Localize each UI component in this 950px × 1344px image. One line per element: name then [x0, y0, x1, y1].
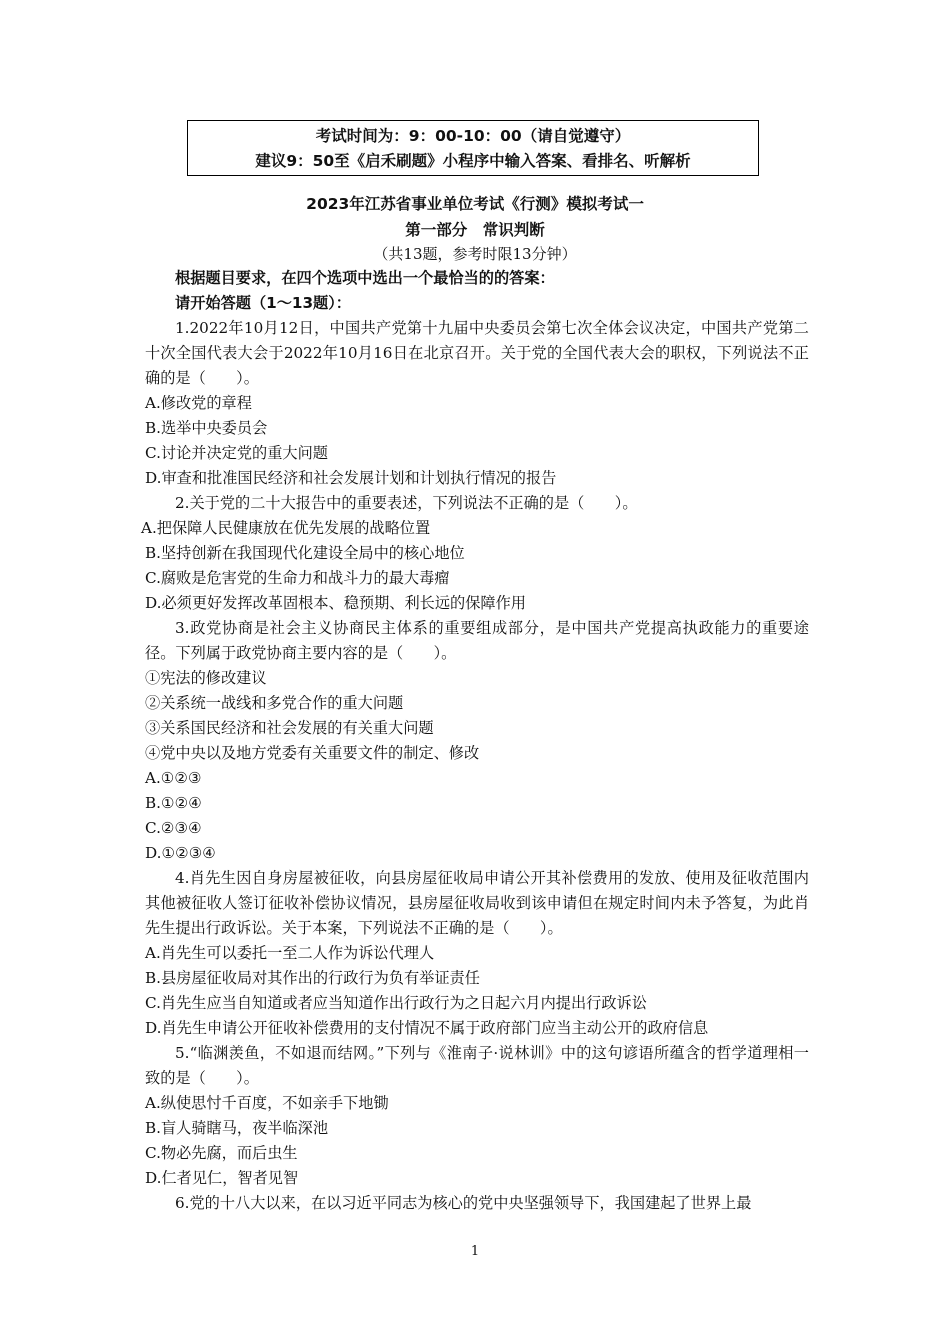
question-6-stem: 6.党的十八大以来，在以习近平同志为核心的党中央坚强领导下，我国建起了世界上最 — [175, 1194, 752, 1212]
question-1-option-b: B.选举中央委员会 — [145, 419, 268, 437]
question-3-item-3: ③关系国民经济和社会发展的有关重大问题 — [145, 719, 434, 737]
question-5-option-a: A.纵使思忖千百度，不如亲手下地锄 — [145, 1094, 389, 1112]
question-2-option-d: D.必须更好发挥改革固根本、稳预期、利长远的保障作用 — [145, 594, 526, 612]
question-1-stem: 1.2022年10月12日，中国共产党第十九届中央委员会第七次全体会议决定，中国共产党第二十次全国代表大会于2022年10月16日在北京召开。关于党的全国代表大会的职权，下列说法不正确的是（ ）。 — [145, 319, 809, 387]
question-3-option-d: D.①②③④ — [145, 844, 216, 862]
question-4-option-a: A.肖先生可以委托一至二人作为诉讼代理人 — [145, 944, 435, 962]
exam-title: 2023年江苏省事业单位考试《行测》模拟考试一 — [306, 195, 644, 213]
time-limit-note: （共13题，参考时限13分钟） — [373, 245, 577, 263]
part-heading: 第一部分 常识判断 — [405, 221, 545, 239]
exam-time-notice: 考试时间为：9：00-10：00（请自觉遵守） — [315, 127, 631, 145]
exam-notice-box — [187, 120, 759, 176]
question-5-stem: 5.“临渊羡鱼，不如退而结网。”下列与《淮南子·说林训》中的这句谚语所蕴含的哲学道理相一致的是（ ）。 — [145, 1044, 809, 1087]
question-4-stem: 4.肖先生因自身房屋被征收，向县房屋征收局申请公开其补偿费用的发放、使用及征收范围内其他被征收人签订征收补偿协议情况，县房屋征收局收到该申请但在规定时间内未予答复，为此肖先生提出行政诉讼。关于本案，下列说法不正确的是（ ）。 — [145, 869, 809, 937]
question-5-option-b: B.盲人骑瞎马，夜半临深池 — [145, 1119, 329, 1137]
question-1-option-c: C.讨论并决定党的重大问题 — [145, 444, 328, 462]
question-3-item-4: ④党中央以及地方党委有关重要文件的制定、修改 — [145, 744, 480, 762]
question-4-option-b: B.县房屋征收局对其作出的行政行为负有举证责任 — [145, 969, 480, 987]
page-number: 1 — [470, 1244, 480, 1259]
question-2-stem: 2.关于党的二十大报告中的重要表述，下列说法不正确的是（ ）。 — [175, 494, 638, 512]
question-4-option-c: C.肖先生应当自知道或者应当知道作出行政行为之日起六月内提出行政诉讼 — [145, 994, 647, 1012]
question-5-option-c: C.物必先腐，而后虫生 — [145, 1144, 298, 1162]
question-3-option-a: A.①②③ — [145, 769, 202, 787]
question-4-option-d: D.肖先生申请公开征收补偿费用的支付情况不属于政府部门应当主动公开的政府信息 — [145, 1019, 709, 1037]
question-2-option-c: C.腐败是危害党的生命力和战斗力的最大毒瘤 — [145, 569, 450, 587]
question-3-item-2: ②关系统一战线和多党合作的重大问题 — [145, 694, 404, 712]
question-1-option-a: A.修改党的章程 — [145, 394, 252, 412]
question-1-option-d: D.审查和批准国民经济和社会发展计划和计划执行情况的报告 — [145, 469, 557, 487]
question-5-option-d: D.仁者见仁，智者见智 — [145, 1169, 299, 1187]
question-3-item-1: ①宪法的修改建议 — [145, 669, 267, 687]
question-3-stem: 3.政党协商是社会主义协商民主体系的重要组成部分，是中国共产党提高执政能力的重要途径。下列属于政党协商主要内容的是（ ）。 — [145, 619, 809, 662]
question-2-option-a: A.把保障人民健康放在优先发展的战略位置 — [141, 519, 431, 537]
instruction-start: 请开始答题（1～13题）： — [175, 294, 351, 312]
instruction-line: 根据题目要求，在四个选项中选出一个最恰当的的答案： — [175, 269, 555, 287]
answer-submit-notice: 建议9：50至《启禾刷题》小程序中输入答案、看排名、听解析 — [255, 152, 691, 170]
question-2-option-b: B.坚持创新在我国现代化建设全局中的核心地位 — [145, 544, 465, 562]
question-content — [141, 266, 809, 1216]
question-3-option-c: C.②③④ — [145, 819, 202, 837]
question-3-option-b: B.①②④ — [145, 794, 202, 812]
